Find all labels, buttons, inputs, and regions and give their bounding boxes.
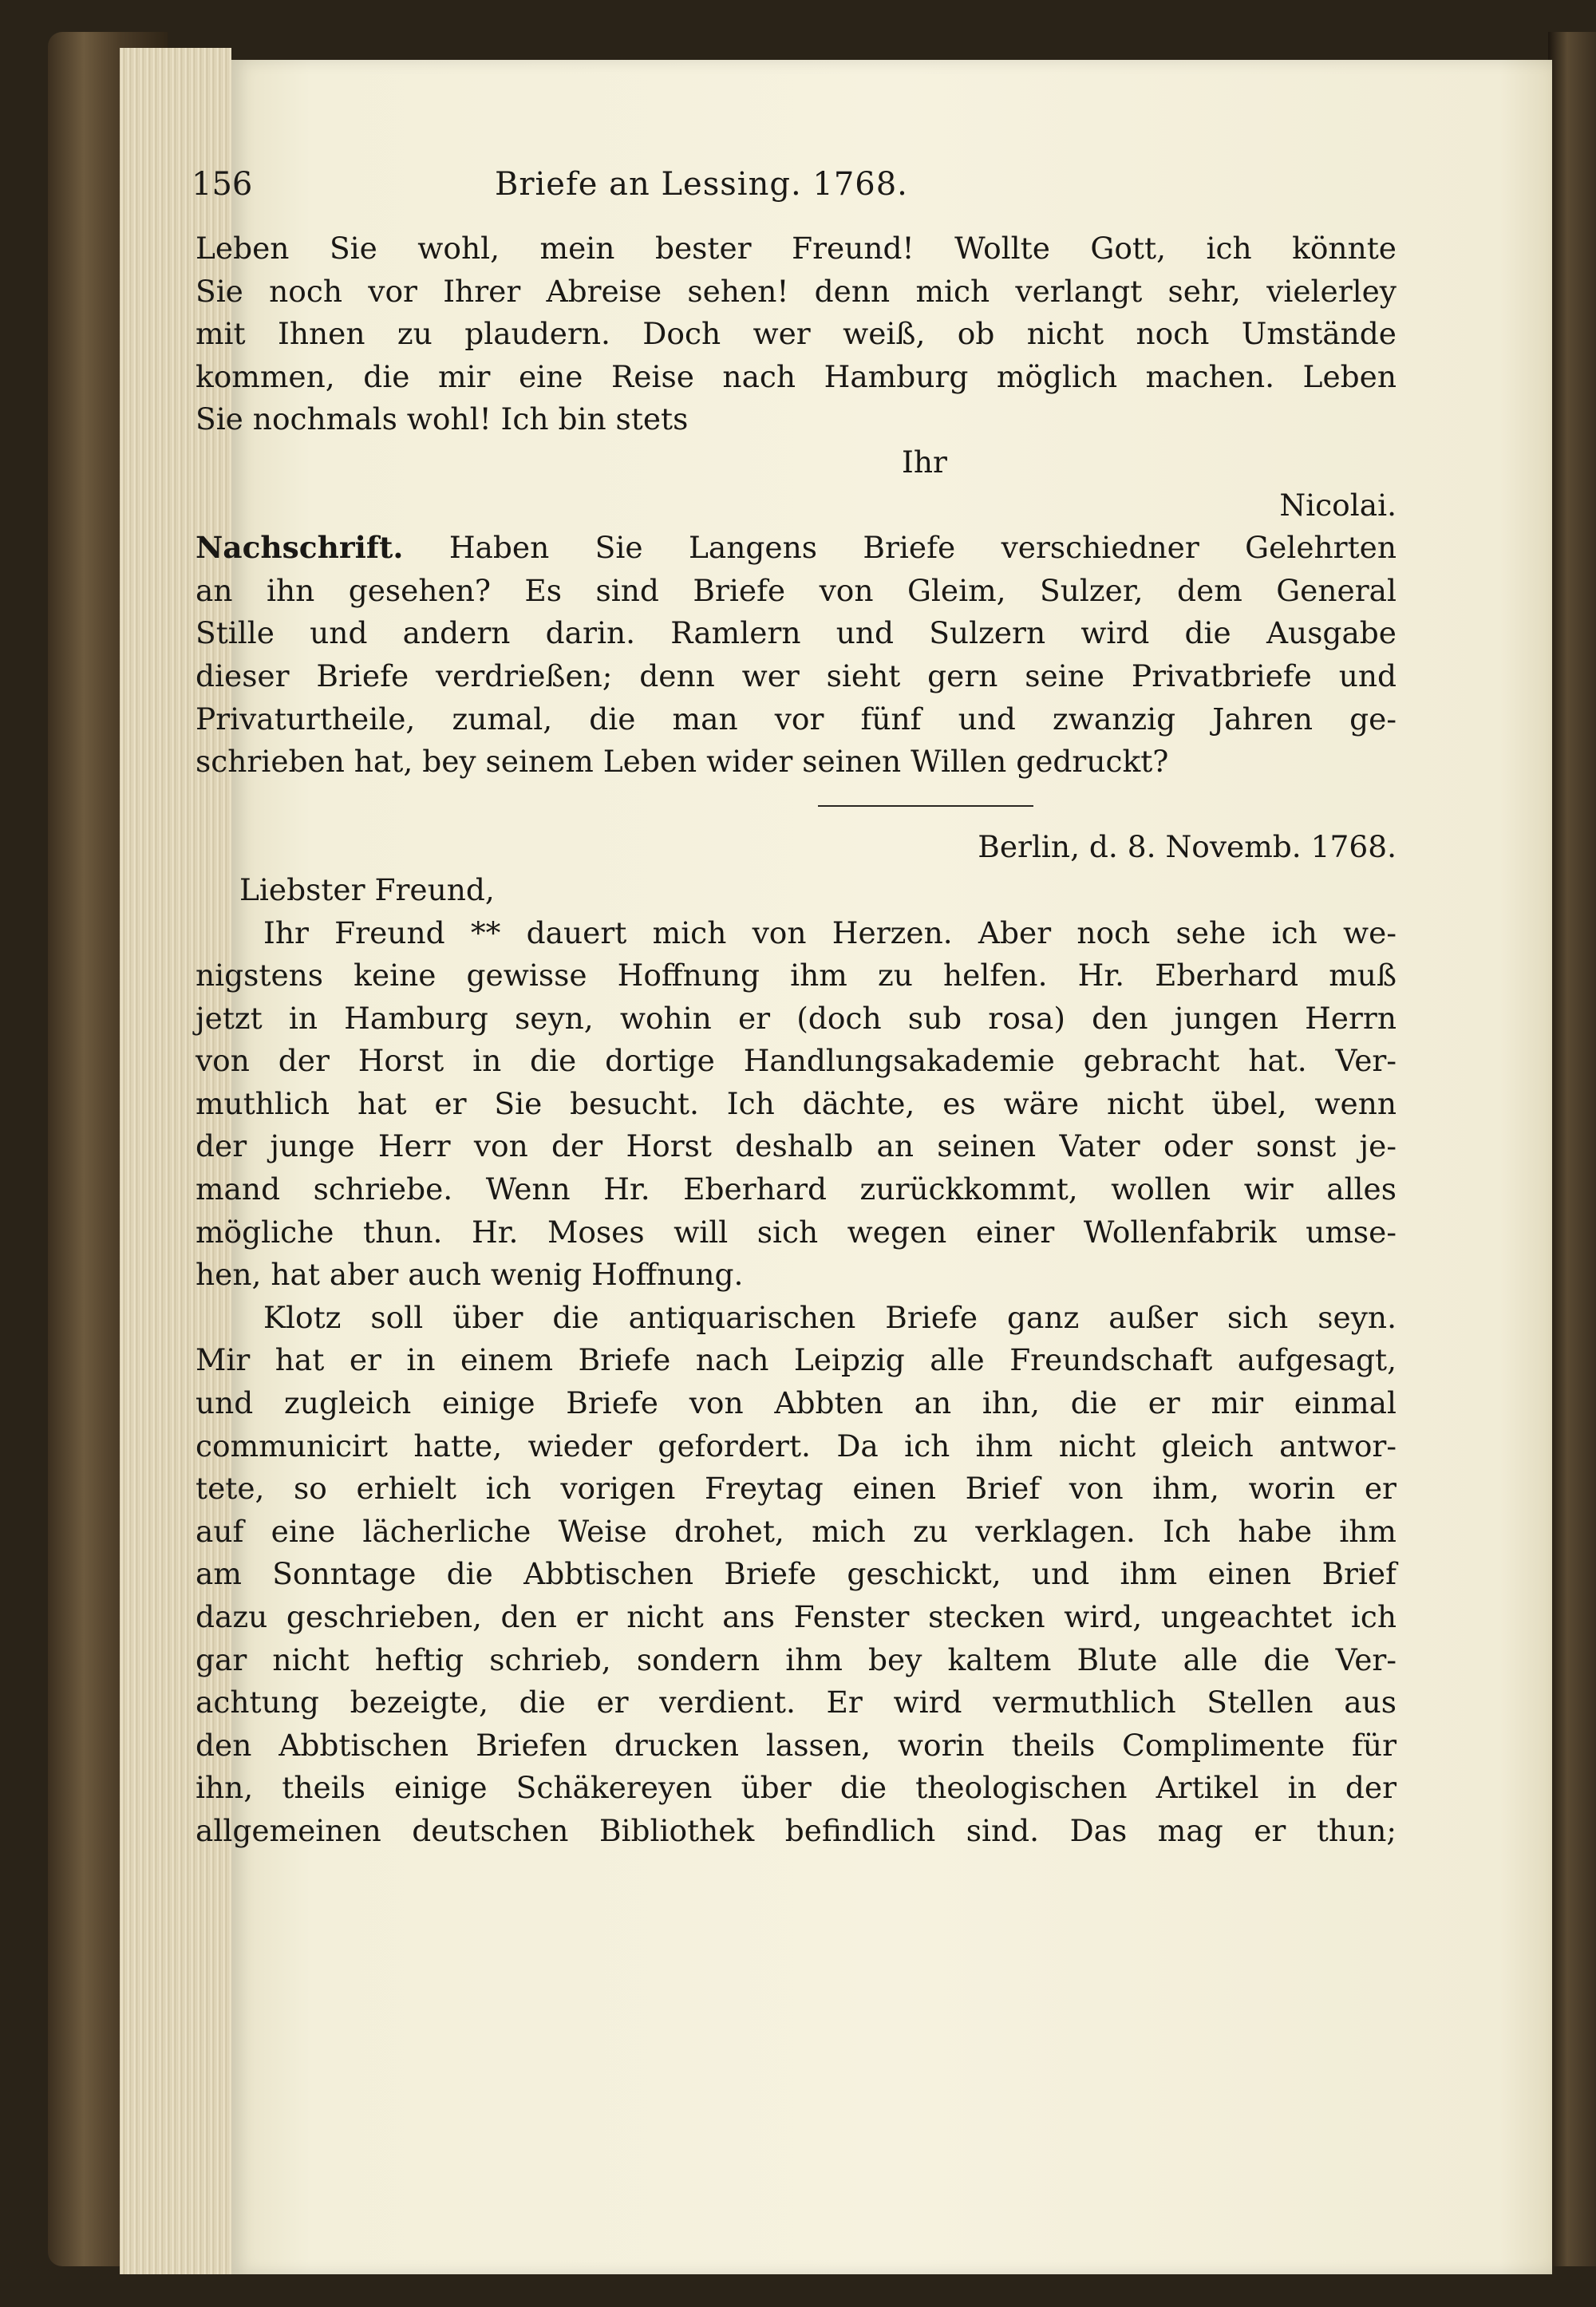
text-line: Leben Sie wohl, mein bester Freund! Wollte Gott, ich könnte xyxy=(196,231,1396,266)
text-line: Klotz soll über die antiquarischen Briefe ganz außer sich seyn. xyxy=(263,1299,1396,1335)
page-text xyxy=(196,227,1396,1853)
page-number: 156 xyxy=(192,166,253,203)
text-line: den Abbtischen Briefen drucken lassen, worin theils Complimente für xyxy=(196,1727,1396,1763)
text-line: von der Horst in die dortige Handlungsakademie gebracht hat. Ver- xyxy=(196,1043,1396,1079)
text-line: jetzt in Hamburg seyn, wohin er (doch sub rosa) den jungen Herrn xyxy=(196,1000,1396,1036)
text-line: dazu geschrieben, den er nicht ans Fenster stecken wird, ungeachtet ich xyxy=(196,1599,1396,1634)
text-line: tete, so erhielt ich vorigen Freytag einen Brief von ihm, worin er xyxy=(196,1471,1396,1507)
section-divider xyxy=(196,784,1396,827)
text-line: Mir hat er in einem Briefe nach Leipzig alle Freundschaft aufgesagt, xyxy=(196,1342,1396,1378)
text-line: und zugleich einige Briefe von Abbten an ihn, die er mir einmal xyxy=(196,1385,1396,1421)
text-line: kommen, die mir eine Reise nach Hamburg möglich machen. Leben xyxy=(196,358,1396,394)
text-line: der junge Herr von der Horst deshalb an seinen Vater oder sonst je- xyxy=(196,1128,1396,1164)
text-line: ihn, theils einige Schäkereyen über die theologischen Artikel in der xyxy=(196,1770,1396,1806)
book-cover-right xyxy=(1548,32,1596,2266)
text-line: an ihn gesehen? Es sind Briefe von Gleim, Sulzer, dem General xyxy=(196,572,1396,608)
text-line: hen, hat aber auch wenig Hoffnung. xyxy=(196,1257,744,1293)
text-line: allgemeinen deutschen Bibliothek befindlich sind. Das mag er thun; xyxy=(196,1812,1396,1848)
page-header xyxy=(192,166,1396,214)
postscript-line xyxy=(196,527,1396,570)
text-line: mögliche thun. Hr. Moses will sich wegen einer Wollenfabrik umse- xyxy=(196,1214,1396,1250)
text-line: am Sonntage die Abbtischen Briefe geschickt, und ihm einen Brief xyxy=(196,1556,1396,1592)
text-line: achtung bezeigte, die er verdient. Er wird vermuthlich Stellen aus xyxy=(196,1685,1396,1720)
text-line: Ihr Freund ** dauert mich von Herzen. Aber noch sehe ich we- xyxy=(263,915,1396,950)
postscript-text: Haben Sie Langens Briefe verschiedner Gelehrten xyxy=(448,530,1397,566)
salutation: Liebster Freund, xyxy=(239,871,495,907)
text-line: gar nicht heftig schrieb, sondern ihm bey kaltem Blute alle die Ver- xyxy=(196,1641,1396,1677)
letter-signature: Nicolai. xyxy=(1279,487,1396,523)
text-line: nigstens keine gewisse Hoffnung ihm zu helfen. Hr. Eberhard muß xyxy=(196,958,1396,994)
text-line: muthlich hat er Sie besucht. Ich dächte, es wäre nicht übel, wenn xyxy=(196,1085,1396,1121)
text-line: Privaturtheile, zumal, die man vor fünf und zwanzig Jahren ge- xyxy=(196,701,1396,737)
text-line: auf eine lächerliche Weise drohet, mich zu verklagen. Ich habe ihm xyxy=(196,1513,1396,1549)
text-line: schrieben hat, bey seinem Leben wider seinen Willen gedruckt? xyxy=(196,744,1169,780)
text-line: mit Ihnen zu plaudern. Doch wer weiß, ob nicht noch Umstände xyxy=(196,316,1396,352)
dateline: Berlin, d. 8. Novemb. 1768. xyxy=(978,829,1396,865)
text-line: dieser Briefe verdrießen; denn wer sieht gern seine Privatbriefe und xyxy=(196,658,1396,693)
text-line: Sie noch vor Ihrer Abreise sehen! denn mich verlangt sehr, vielerley xyxy=(196,273,1396,309)
text-line: communicirt hatte, wieder gefordert. Da ich ihm nicht gleich antwor- xyxy=(196,1428,1396,1464)
postscript-label: Nachschrift. xyxy=(196,530,404,566)
letter-closing: Ihr xyxy=(902,444,947,480)
text-line: Sie nochmals wohl! Ich bin stets xyxy=(196,401,689,437)
text-line: Stille und andern darin. Ramlern und Sulzern wird die Ausgabe xyxy=(196,615,1396,651)
text-line: mand schriebe. Wenn Hr. Eberhard zurückkommt, wollen wir alles xyxy=(196,1171,1396,1207)
running-title: Briefe an Lessing. 1768. xyxy=(495,166,908,203)
